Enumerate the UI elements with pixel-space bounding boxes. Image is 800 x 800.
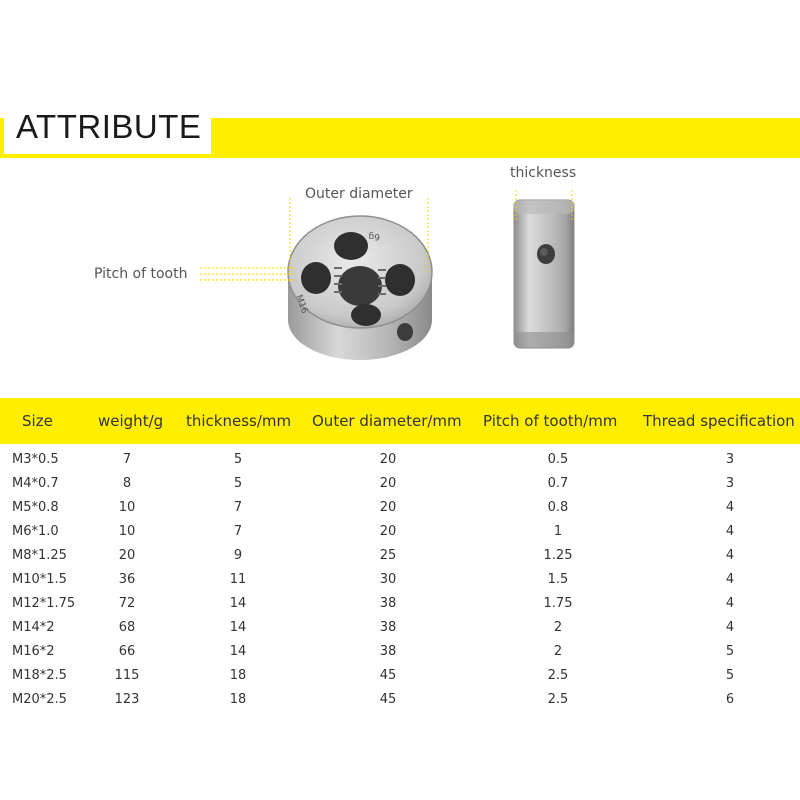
cell-outer: 20 — [379, 500, 397, 515]
cell-thread: 3 — [725, 476, 735, 491]
cell-weight: 115 — [114, 668, 140, 683]
cell-thread: 5 — [725, 668, 735, 683]
cell-size: M12*1.75 — [12, 596, 76, 611]
cell-size: M20*2.5 — [12, 692, 67, 707]
cell-pitch: 2.5 — [547, 668, 569, 683]
cell-thread: 4 — [725, 500, 735, 515]
table-row — [0, 496, 800, 520]
cell-thread: 4 — [725, 596, 735, 611]
cell-outer: 45 — [379, 668, 397, 683]
cell-thread: 3 — [725, 452, 735, 467]
cell-size: M3*0.5 — [12, 452, 59, 467]
header-thickness: thickness/mm — [186, 412, 292, 430]
header-thread: Thread specification — [643, 412, 795, 430]
cell-size: M16*2 — [12, 644, 55, 659]
cell-weight: 7 — [122, 452, 132, 467]
table-row — [0, 688, 800, 712]
cell-size: M10*1.5 — [12, 572, 67, 587]
cell-thickness: 14 — [229, 620, 247, 635]
cell-outer: 45 — [379, 692, 397, 707]
cell-pitch: 1.25 — [543, 548, 573, 563]
cell-pitch: 0.8 — [547, 500, 569, 515]
cell-pitch: 1.5 — [547, 572, 569, 587]
cell-size: M5*0.8 — [12, 500, 59, 515]
cell-outer: 20 — [379, 476, 397, 491]
cell-outer: 30 — [379, 572, 397, 587]
cell-thickness: 5 — [233, 452, 243, 467]
cell-outer: 38 — [379, 620, 397, 635]
cell-outer: 20 — [379, 452, 397, 467]
cell-thread: 4 — [725, 548, 735, 563]
cell-weight: 123 — [114, 692, 140, 707]
cell-thickness: 18 — [229, 692, 247, 707]
cell-size: M6*1.0 — [12, 524, 59, 539]
cell-thickness: 9 — [233, 548, 243, 563]
cell-outer: 20 — [379, 524, 397, 539]
cell-weight: 8 — [122, 476, 132, 491]
cell-pitch: 0.7 — [547, 476, 569, 491]
cell-thread: 6 — [725, 692, 735, 707]
pitch-of-tooth-label: Pitch of tooth — [94, 266, 188, 282]
cell-weight: 10 — [118, 500, 136, 515]
cell-outer: 38 — [379, 596, 397, 611]
cell-size: M8*1.25 — [12, 548, 67, 563]
table-row — [0, 592, 800, 616]
cell-thickness: 14 — [229, 596, 247, 611]
header-weight: weight/g — [98, 412, 164, 430]
cell-weight: 68 — [118, 620, 136, 635]
cell-thread: 4 — [725, 620, 735, 635]
cell-size: M14*2 — [12, 620, 55, 635]
page-title: ATTRIBUTE — [4, 102, 211, 154]
cell-weight: 36 — [118, 572, 136, 587]
cell-thickness: 5 — [233, 476, 243, 491]
cell-thickness: 18 — [229, 668, 247, 683]
header-size: Size — [22, 412, 53, 430]
cell-thread: 5 — [725, 644, 735, 659]
cell-pitch: 1 — [553, 524, 563, 539]
table-row — [0, 448, 800, 472]
cell-thread: 4 — [725, 524, 735, 539]
outer-diameter-label: Outer diameter — [305, 186, 413, 202]
round-die-front — [288, 216, 432, 360]
cell-pitch: 2 — [553, 620, 563, 635]
table-row — [0, 568, 800, 592]
table-row — [0, 544, 800, 568]
cell-weight: 10 — [118, 524, 136, 539]
cell-weight: 66 — [118, 644, 136, 659]
header-outer: Outer diameter/mm — [312, 412, 462, 430]
spec-table-body — [0, 448, 800, 712]
spec-table-header — [0, 398, 800, 444]
cell-weight: 20 — [118, 548, 136, 563]
cell-pitch: 2 — [553, 644, 563, 659]
cell-size: M4*0.7 — [12, 476, 59, 491]
cell-outer: 38 — [379, 644, 397, 659]
table-row — [0, 520, 800, 544]
cell-outer: 25 — [379, 548, 397, 563]
cell-thickness: 11 — [229, 572, 247, 587]
table-row — [0, 640, 800, 664]
table-row — [0, 616, 800, 640]
round-die-side — [514, 200, 574, 348]
thickness-label: thickness — [510, 165, 577, 181]
cell-pitch: 2.5 — [547, 692, 569, 707]
cell-pitch: 0.5 — [547, 452, 569, 467]
die-size-engraving: M16 — [293, 293, 310, 316]
table-row — [0, 664, 800, 688]
die-code-engraving: 6g — [368, 231, 380, 241]
cell-thickness: 7 — [233, 500, 243, 515]
cell-weight: 72 — [118, 596, 136, 611]
cell-thickness: 14 — [229, 644, 247, 659]
cell-thickness: 7 — [233, 524, 243, 539]
header-pitch: Pitch of tooth/mm — [483, 412, 618, 430]
cell-pitch: 1.75 — [543, 596, 573, 611]
cell-thread: 4 — [725, 572, 735, 587]
table-row — [0, 472, 800, 496]
cell-size: M18*2.5 — [12, 668, 67, 683]
